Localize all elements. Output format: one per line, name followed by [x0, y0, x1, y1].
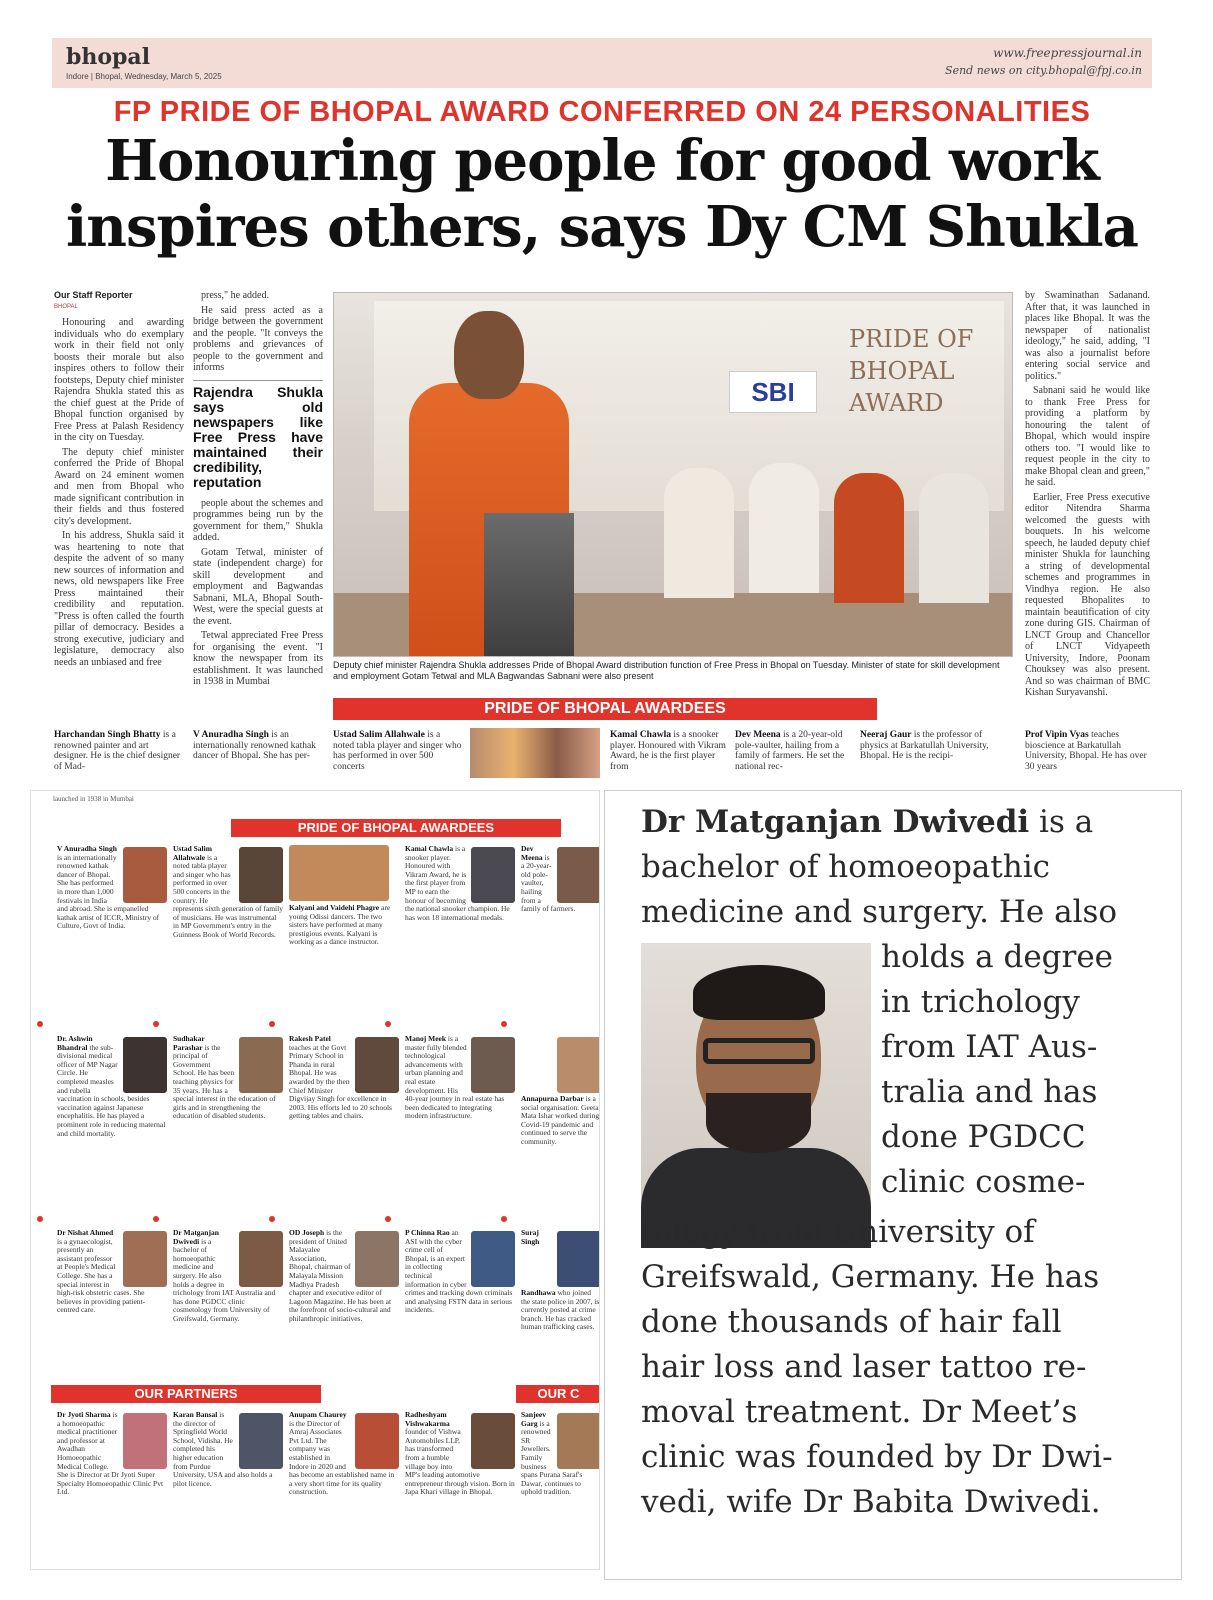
paragraph: The deputy chief minister conferred the Pride of Bhopal Award on 24 eminent women and men from Bhopal who made significant contribution in their fields and thus fostered city's development.	[54, 446, 184, 527]
partner-description: founder of Vishwa Automobiles LLP, has transformed from a humble village boy into MP's leading automotive entrepreneur through vision. Born in Japa Khari village in Bhopal.	[405, 1427, 515, 1497]
awardee-name: Dr. Ashwin Bhandral	[57, 1035, 93, 1052]
partner-photo	[557, 1413, 600, 1469]
awardee-entry	[1025, 730, 1150, 780]
partner-name: Sanjeev Garg	[521, 1411, 546, 1428]
awardee-name: Sudhakar Parashar	[173, 1035, 205, 1052]
awardees-clipping	[30, 790, 600, 1570]
zoom-line: from IAT Aus-	[881, 1029, 1098, 1065]
zoom-line: done thousands of hair fall	[641, 1304, 1062, 1340]
zoom-line: in trichology	[881, 984, 1080, 1020]
awardee-photo	[355, 1231, 399, 1287]
zoom-line: clinic cosme-	[881, 1164, 1086, 1200]
awardee-card	[173, 1229, 283, 1409]
awardee-name: P Chinna Rao	[405, 1229, 450, 1237]
awardee-card	[289, 1229, 399, 1409]
awardee-entry	[860, 730, 1005, 780]
awardee-description: teaches at the Govt Primary School in Phanda in rural Bhopal. He was awarded by the then Chief Minister Digvijay Singh for excellence in 2003. His efforts led to 20 schools getting tables and chairs.	[289, 1042, 392, 1121]
awardee-description: is a social organisation. Geeta Mata Ishar worked during Covid-19 pandemic and continued to serve the community.	[521, 1094, 600, 1146]
awardee-description: is the president of United Malayalee Association, Bhopal, chairman of Malayala Mission Madhya Pradesh chapter and executive editor of Lagoon Magazine. He has been at the forefront of socio-cultural and philanthropic initiatives.	[289, 1229, 392, 1323]
paragraph: Earlier, Free Press executive editor Nitendra Sharma welcomed the guests with bouquets. In his welcome speech, he lauded deputy chief minister Shukla for launching a string of developmental schemes and programmes in Vindhya region. He also requested Bhopalites to maintain beautification of city zone during GIS. Chairman of LNCT Group and Chancellor of LNCT Vidyapeeth University, Indore, Poonam Chouksey was also present. And so was chairman of BMC Kishan Suryavanshi.	[1025, 491, 1150, 698]
zoom-line: Greifswald, Germany. He has	[641, 1259, 1100, 1295]
paragraph: people about the schemes and programmes being run by the government for them," Shukla added.	[193, 497, 323, 543]
awardee-photo	[239, 1037, 283, 1093]
zoom-text: is a	[1029, 804, 1094, 840]
awardee-entry	[54, 730, 182, 780]
section-name: bhopal	[66, 44, 151, 70]
paragraph: Tetwal appreciated Free Press for organising the event. "I know the newspaper from its establishment. It was launched in 1938 in Mumbai	[193, 630, 323, 687]
partner-name: Karan Bansal	[173, 1411, 218, 1419]
awardee-name: Dev Meena	[735, 730, 781, 740]
awardee-name: Dr Nishat Ahmed	[57, 1229, 114, 1237]
awardee-description: teaches bioscience at Barkatullah University, Bhopal. He has over 30 years	[1025, 730, 1147, 772]
awardee-photo	[557, 1231, 600, 1287]
awardee-card	[405, 845, 515, 1025]
portrait-beard	[706, 1093, 811, 1153]
partners-heading: OUR PARTNERS	[51, 1385, 321, 1403]
paragraph: Sabnani said he would like to thank Free Press for providing a platform by honouring the talent of Bhopal, which would inspire others too. "I would like to request people in the city to make Bhopal clean and green," he said.	[1025, 385, 1150, 488]
headline-line-1: Honouring people for good work	[105, 128, 1099, 194]
guest-figure	[664, 468, 734, 598]
separator-dot	[269, 1216, 275, 1222]
awardee-description: is a noted tabla player and singer who has performed in over 500 concerts	[333, 730, 462, 772]
awardee-zoom-clipping	[604, 790, 1182, 1580]
awardee-card	[405, 1229, 515, 1409]
awardee-portrait	[641, 943, 871, 1248]
zoom-line: medicine and surgery. He also	[641, 894, 1118, 930]
sbi-logo: SBI	[729, 371, 817, 413]
zoom-line: tralia and has	[881, 1074, 1098, 1110]
separator-dot	[501, 1216, 507, 1222]
partner-description: is the Director of Amraj Associates Pvt Ltd. The company was established in Indore in 2020 and has become an established name in a very short time for its quality construction.	[289, 1418, 395, 1497]
awardee-card	[289, 1035, 399, 1215]
awardee-description: is the professor of physics at Barkatullah University, Bhopal. He is the recipi-	[860, 730, 989, 761]
awardee-name: Harchandan Singh Bhatty	[54, 730, 161, 740]
awardee-photo	[289, 845, 389, 901]
awardees-thumbnail-photo	[470, 728, 600, 778]
photo-caption: Deputy chief minister Rajendra Shukla addresses Pride of Bhopal Award distribution function of Free Press in Bhopal on Tuesday. Minister of state for skill development and employment Gotam Tetwal and MLA Bagwandas Sabnani were also present	[333, 660, 1000, 681]
portrait-hair	[693, 965, 825, 1020]
banner-award-text: PRIDE OF BHOPAL AWARD	[849, 325, 974, 417]
awardee-photo	[123, 1037, 167, 1093]
partner-card	[173, 1411, 283, 1570]
paragraph: Honouring and awarding individuals who do exemplary work in their field not only boosts their morale but also inspires others to follow their footsteps, Deputy chief minister Rajendra Shukla stated this as the chief guest at the Pride of Bhopal function organised by Free Press at Palash Residency in the city on Tuesday.	[54, 317, 184, 443]
awardee-photo	[471, 1231, 515, 1287]
awardee-description: is a master fully blended technological advancements with urban planning and real estate development. His 40-year journey in real estate has been dedicated to integrating modern infrastructure.	[405, 1035, 505, 1121]
awardee-photo	[123, 847, 167, 903]
awardee-card	[289, 845, 399, 1025]
paragraph: In his address, Shukla said it was heartening to note that despite the advent of so many new sources of information and news, old newspapers like Free Press maintained their credibility and reputation. "Press is often called the fourth pillar of democracy. Besides a strong executive, judiciary and legislature, democracy also needs an unbiased and free	[54, 530, 184, 668]
partner-photo	[355, 1413, 399, 1469]
awardee-description: is an internationally renowned kathak dancer of Bhopal. She has performed in more than 1,000 festivals in India and abroad. She is empanelled kathak artist of ICCR, Ministry of Culture, Govt of India.	[57, 852, 160, 931]
partner-card	[57, 1411, 167, 1570]
partner-photo	[123, 1413, 167, 1469]
zoom-line: moval treatment. Dr Meet’s	[641, 1394, 1078, 1430]
awardee-description: who joined the state police in 2007, is currently posted at crime branch. He has cracked human trafficking cases.	[521, 1288, 600, 1332]
headline	[52, 128, 1152, 260]
awardee-entry	[333, 730, 463, 780]
awardee-description: is a 20-year-old pole-vaulter, hailing from a family of farmers. He set the national rec-	[735, 730, 845, 772]
partners-heading-right: OUR C	[516, 1385, 600, 1403]
awardee-photo	[557, 1037, 600, 1093]
awardee-name: OD Joseph	[289, 1229, 325, 1237]
awardee-name: Prof Vipin Vyas	[1025, 730, 1089, 740]
awardee-description: is a gynaecologist, presently an assistant professor at People's Medical College. She has a special interest in high-risk obstetric cases. She believes in providing patient-centred care.	[57, 1236, 146, 1315]
separator-dot	[153, 1216, 159, 1222]
awardee-name: Dev Meena	[521, 845, 543, 862]
awardee-photo	[557, 847, 600, 903]
awardee-card	[57, 845, 167, 1025]
zoom-line: vedi, wife Dr Babita Dwivedi.	[641, 1484, 1101, 1520]
awardee-description: are young Odissi dancers. The two sisters have performed at many prestigious events. Kalyani is working as a dance instructor.	[289, 903, 391, 947]
guest-figure	[919, 473, 989, 603]
awardee-description: an ASI with the cyber crime cell of Bhopal, is an expert in collecting technical information in cyber crimes and tracking down criminals and analysing FSTN data in serious incidents.	[405, 1229, 513, 1315]
awardee-card	[57, 1035, 167, 1215]
partner-photo	[471, 1413, 515, 1469]
zoom-line: holds a degree	[881, 939, 1114, 975]
paragraph: He said press acted as a bridge between the government and the people. "It conveys the problems and grievances of people to the government and informs	[193, 304, 323, 373]
partner-name: Radheshyam Vishwakarma	[405, 1411, 450, 1428]
awardee-photo	[355, 1037, 399, 1093]
pull-quote: Rajendra Shukla says old newspapers like Free Press have maintained their credibility, reputation	[193, 380, 323, 490]
zoom-line: clinic was founded by Dr Dwi-	[641, 1439, 1113, 1475]
awardee-name: Manoj Meek	[405, 1035, 447, 1043]
separator-dot	[385, 1021, 391, 1027]
awardee-name: Rakesh Patel	[289, 1035, 331, 1043]
main-event-photo	[333, 292, 1013, 657]
paragraph: by Swaminathan Sadanand. After that, it was launched in places like Bhopal. It was the newspaper of nationalist ideology," he said, adding, "I was also a journalist before entering social service and politics."	[1025, 290, 1150, 382]
awardee-card	[521, 1035, 600, 1215]
partner-name: Anupam Chaurey	[289, 1411, 347, 1419]
awardee-name: Annapurna Darbar	[521, 1094, 584, 1103]
awardee-card	[405, 1035, 515, 1215]
headline-line-2: inspires others, says Dy CM Shukla	[66, 194, 1138, 260]
partner-card	[405, 1411, 515, 1570]
awardee-name: V Anuradha Singh	[193, 730, 269, 740]
awardees-heading: PRIDE OF BHOPAL AWARDEES	[333, 698, 877, 720]
awardee-name: V Anuradha Singh	[57, 845, 117, 853]
awardee-name: Kalyani and Vaidehi Phagre	[289, 903, 380, 912]
awardee-name: Ustad Salim Allahwale	[173, 845, 212, 862]
awardee-name: Ustad Salim Allahwale	[333, 730, 425, 740]
awardee-description: is a snooker player. Honoured with Vikram Award, he is the first player from MP to earn the honour of becoming the national snooker champion. He has won 18 international medals.	[405, 845, 510, 922]
awardee-card	[173, 1035, 283, 1215]
awardee-card	[521, 1229, 600, 1409]
zoom-line	[641, 801, 1093, 844]
awardee-entry	[193, 730, 321, 780]
awardee-name: Neeraj Gaur	[860, 730, 912, 740]
awardee-description: is a renowned painter and art designer. He is the chief designer of Mad-	[54, 730, 181, 772]
paragraph: press," he added.	[201, 290, 269, 301]
podium	[484, 513, 574, 657]
awardee-photo	[239, 1231, 283, 1287]
zoom-awardee-name: Dr Matganjan Dwivedi	[641, 804, 1030, 840]
guest-figure	[749, 463, 819, 593]
byline-place: BHOPAL	[54, 303, 78, 310]
partner-name: Dr Jyoti Sharma	[57, 1411, 111, 1419]
awardee-description: is a snooker player. Honoured with Vikram Award, he is the first player from	[610, 730, 726, 772]
glasses-icon	[703, 1038, 815, 1064]
partner-card	[521, 1411, 600, 1570]
awardee-name: Kamal Chawla	[405, 845, 454, 853]
partner-description: is a renowned SR Jewellers. Family business spans Purana Saraf's Dawar, continues to uphold tradition.	[521, 1418, 583, 1497]
zoom-line: done PGDCC	[881, 1119, 1086, 1155]
separator-dot	[269, 1021, 275, 1027]
awardee-description: is the principal of Government School. He has been teaching physics for 35 years. He has a special interest in the education of girls and in strengthening the education of disabled students.	[173, 1042, 276, 1121]
article-column-2	[193, 290, 323, 705]
awardee-name: Suraj Singh Randhawa	[521, 1229, 556, 1297]
paragraph: Gotam Tetwal, minister of state (independent charge) for skill development and employment and Bagwandas Sabnani, MLA, Bhopal South-West, were the special guests at the event.	[193, 546, 323, 627]
edition-date: Indore | Bhopal, Wednesday, March 5, 2025	[66, 72, 222, 81]
separator-dot	[153, 1021, 159, 1027]
website-url: www.freepressjournal.in	[993, 46, 1142, 60]
partner-card	[289, 1411, 399, 1570]
partner-photo	[239, 1413, 283, 1469]
separator-dot	[501, 1021, 507, 1027]
partner-description: is the director of Springfield World School, Vidisha. He completed his higher education from Purdue University, USA and also holds a pilot licence.	[173, 1411, 273, 1488]
awardee-card	[173, 845, 283, 1025]
zoom-line: bachelor of homoeopathic	[641, 849, 1050, 885]
awardee-description: the sub-divisional medical officer of MP Nagar Circle. He completed measles and rubella vaccination in schools, besides vaccination against Japanese encephalitis. He has played a prominent role in reducing maternal and child mortality.	[57, 1042, 166, 1138]
awardee-description: is an internationally renowned kathak dancer of Bhopal. She has per-	[193, 730, 316, 761]
separator-dot	[37, 1021, 43, 1027]
guest-figure	[834, 473, 904, 603]
zoom-line: tology from University of	[641, 1214, 1035, 1250]
separator-dot	[37, 1216, 43, 1222]
awardee-photo	[471, 847, 515, 903]
awardee-description: is a bachelor of homoeopathic medicine and surgery. He also holds a degree in trichology from IAT Australia and has done PGDCC clinic cosmetology from University of Greifswald, Germany.	[173, 1236, 276, 1323]
partner-description: is a homoeopathic medical practitioner and professor at Awadhan Homoeopathic Medical College. She is Director at Dr Jyoti Super Specialty Homoeopathic Clinic Pvt Ltd.	[57, 1411, 164, 1497]
awardee-photo	[239, 847, 283, 903]
awardee-entry	[610, 730, 728, 780]
speaker-head	[454, 311, 524, 399]
awardee-description: is a 20-year-old pole-vaulter, hailing from a family of farmers.	[521, 852, 576, 914]
awardee-description: is a noted tabla player and singer who has performed in over 500 concerts in the country. He represents sixth generation of family of musicians. He was instrumental in MP Government's entry in the Guinness Book of World Records.	[173, 852, 283, 939]
awardee-card	[521, 845, 600, 1025]
kicker: FP PRIDE OF BHOPAL AWARD CONFERRED ON 24 PERSONALITIES	[113, 96, 1091, 128]
awardee-entry	[735, 730, 853, 780]
awardee-photo	[471, 1037, 515, 1093]
article-column-3	[1025, 290, 1150, 705]
masthead	[52, 38, 1152, 88]
clipping-awardees-heading: PRIDE OF BHOPAL AWARDEES	[231, 819, 561, 837]
news-email: Send news on city.bhopal@fpj.co.in	[945, 64, 1142, 77]
zoom-line: hair loss and laser tattoo re-	[641, 1349, 1087, 1385]
clipping-top-line: launched in 1938 in Mumbai	[53, 795, 134, 803]
awardee-name: Dr Matganjan Dwivedi	[173, 1229, 219, 1246]
awardee-name: Kamal Chawla	[610, 730, 671, 740]
separator-dot	[385, 1216, 391, 1222]
article-column-1	[54, 290, 184, 705]
byline: Our Staff Reporter	[54, 290, 133, 300]
awardee-card	[57, 1229, 167, 1409]
awardee-photo	[123, 1231, 167, 1287]
